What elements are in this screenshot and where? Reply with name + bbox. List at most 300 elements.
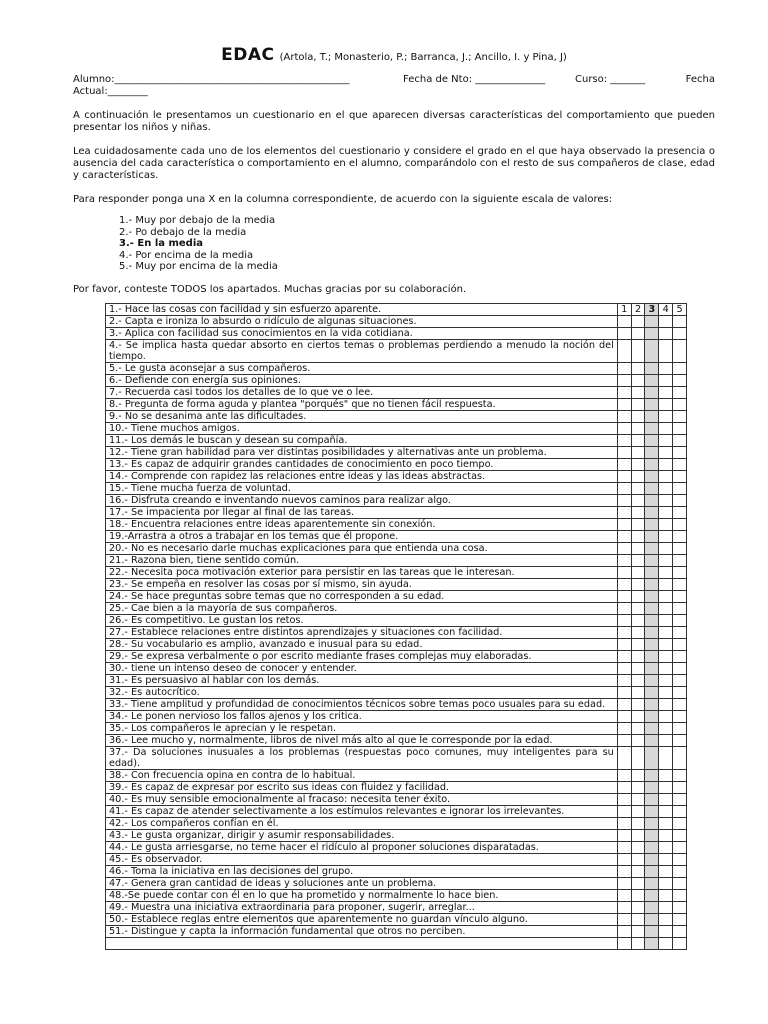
answer-cell[interactable]	[673, 531, 687, 543]
answer-cell[interactable]	[673, 675, 687, 687]
table-row	[106, 435, 687, 447]
answer-cell[interactable]	[659, 531, 673, 543]
answer-cell[interactable]	[617, 687, 631, 699]
answer-cell[interactable]	[631, 818, 645, 830]
questionnaire-table	[105, 303, 687, 950]
answer-cell[interactable]	[673, 747, 687, 770]
item-text: 50.- Establece reglas entre elementos que aparentemente no guardan vínculo alguno.	[106, 914, 618, 926]
answer-cell[interactable]	[631, 447, 645, 459]
answer-cell[interactable]	[645, 830, 659, 842]
item-text	[106, 938, 618, 950]
table-row	[106, 423, 687, 435]
answer-cell[interactable]	[645, 483, 659, 495]
answer-cell[interactable]	[617, 579, 631, 591]
answer-cell[interactable]	[645, 495, 659, 507]
answer-cell[interactable]	[631, 830, 645, 842]
answer-cell[interactable]	[645, 878, 659, 890]
answer-cell[interactable]	[631, 854, 645, 866]
answer-cell[interactable]	[645, 567, 659, 579]
answer-cell[interactable]	[617, 699, 631, 711]
answer-cell[interactable]	[631, 675, 645, 687]
answer-cell[interactable]	[631, 459, 645, 471]
answer-cell[interactable]	[645, 794, 659, 806]
answer-cell[interactable]	[659, 687, 673, 699]
answer-cell[interactable]	[645, 735, 659, 747]
answer-cell[interactable]	[673, 543, 687, 555]
answer-cell[interactable]	[659, 926, 673, 938]
answer-cell[interactable]	[617, 639, 631, 651]
answer-cell[interactable]	[631, 615, 645, 627]
item-text: 32.- Es autocrítico.	[106, 687, 618, 699]
answer-cell[interactable]	[673, 830, 687, 842]
answer-cell[interactable]	[645, 459, 659, 471]
answer-cell[interactable]	[617, 615, 631, 627]
answer-cell[interactable]	[673, 495, 687, 507]
answer-cell[interactable]	[631, 363, 645, 375]
answer-cell[interactable]	[659, 663, 673, 675]
answer-cell[interactable]	[659, 483, 673, 495]
answer-cell[interactable]	[631, 423, 645, 435]
answer-cell[interactable]	[617, 447, 631, 459]
item-text: 11.- Los demás le buscan y desean su compañía.	[106, 435, 618, 447]
answer-cell[interactable]	[659, 699, 673, 711]
answer-cell[interactable]	[659, 842, 673, 854]
answer-cell[interactable]	[631, 747, 645, 770]
answer-cell[interactable]	[617, 782, 631, 794]
answer-cell[interactable]	[631, 782, 645, 794]
answer-cell[interactable]	[673, 435, 687, 447]
answer-cell[interactable]	[659, 411, 673, 423]
answer-cell[interactable]	[673, 711, 687, 723]
answer-cell[interactable]	[617, 459, 631, 471]
answer-cell[interactable]	[617, 316, 631, 328]
table-row	[106, 459, 687, 471]
item-text: 42.- Los compañeros confían en él.	[106, 818, 618, 830]
answer-cell[interactable]	[673, 567, 687, 579]
intro-paragraph-2: Lea cuidadosamente cada uno de los elementos del cuestionario y considere el grado en el que haya observado la presencia o ausencia del cada característica o comportamiento en el alumno, comparándolo con el resto de sus compañeros de clase, edad y características.	[73, 146, 715, 181]
answer-cell[interactable]	[617, 806, 631, 818]
answer-cell[interactable]	[631, 770, 645, 782]
answer-cell[interactable]	[631, 699, 645, 711]
answer-cell[interactable]	[645, 770, 659, 782]
table-row	[106, 830, 687, 842]
answer-cell[interactable]	[617, 591, 631, 603]
answer-cell[interactable]	[631, 914, 645, 926]
answer-cell[interactable]	[645, 818, 659, 830]
item-text: 18.- Encuentra relaciones entre ideas aparentemente sin conexión.	[106, 519, 618, 531]
answer-cell[interactable]	[645, 615, 659, 627]
title-authors: (Artola, T.; Monasterio, P.; Barranca, J.; Ancillo, I. y Pina, J)	[279, 52, 567, 63]
answer-cell[interactable]	[631, 711, 645, 723]
fecha-actual-field[interactable]: Actual:________	[73, 86, 148, 97]
alumno-field[interactable]: Alumno:_______________________________________________	[73, 74, 350, 85]
answer-cell[interactable]	[631, 926, 645, 938]
answer-cell[interactable]	[659, 723, 673, 735]
answer-cell[interactable]	[631, 507, 645, 519]
answer-cell[interactable]	[631, 519, 645, 531]
answer-cell[interactable]	[659, 675, 673, 687]
answer-cell[interactable]	[617, 866, 631, 878]
answer-cell[interactable]	[673, 483, 687, 495]
table-row	[106, 663, 687, 675]
item-text: 25.- Cae bien a la mayoría de sus compañeros.	[106, 603, 618, 615]
answer-cell[interactable]	[659, 794, 673, 806]
answer-cell[interactable]	[631, 794, 645, 806]
answer-cell[interactable]	[645, 507, 659, 519]
answer-cell[interactable]	[673, 340, 687, 363]
answer-cell[interactable]	[617, 818, 631, 830]
answer-cell[interactable]	[617, 483, 631, 495]
answer-cell[interactable]	[645, 363, 659, 375]
answer-cell[interactable]	[631, 842, 645, 854]
answer-cell[interactable]	[645, 316, 659, 328]
answer-cell[interactable]	[673, 735, 687, 747]
answer-cell[interactable]	[617, 747, 631, 770]
answer-cell[interactable]	[673, 615, 687, 627]
answer-cell[interactable]	[645, 471, 659, 483]
answer-cell[interactable]	[645, 806, 659, 818]
answer-cell[interactable]	[645, 543, 659, 555]
answer-cell[interactable]	[631, 890, 645, 902]
answer-cell[interactable]	[631, 531, 645, 543]
answer-cell[interactable]	[673, 591, 687, 603]
answer-cell[interactable]	[617, 842, 631, 854]
answer-cell[interactable]	[645, 902, 659, 914]
answer-cell[interactable]	[659, 747, 673, 770]
curso-field[interactable]: Curso: _______	[575, 74, 646, 85]
answer-cell[interactable]	[659, 363, 673, 375]
answer-cell[interactable]	[645, 866, 659, 878]
answer-cell[interactable]	[631, 603, 645, 615]
answer-cell[interactable]	[673, 579, 687, 591]
answer-cell[interactable]	[617, 878, 631, 890]
answer-cell[interactable]	[645, 663, 659, 675]
answer-cell[interactable]	[631, 806, 645, 818]
answer-cell[interactable]	[673, 447, 687, 459]
answer-cell[interactable]	[673, 423, 687, 435]
answer-cell[interactable]	[617, 555, 631, 567]
answer-cell[interactable]	[673, 926, 687, 938]
answer-cell[interactable]	[617, 423, 631, 435]
answer-cell[interactable]	[659, 782, 673, 794]
answer-cell[interactable]	[659, 735, 673, 747]
answer-cell[interactable]	[659, 447, 673, 459]
answer-cell[interactable]	[631, 639, 645, 651]
item-text: 27.- Establece relaciones entre distintos aprendizajes y situaciones con facilidad.	[106, 627, 618, 639]
answer-cell[interactable]	[631, 627, 645, 639]
item-text: 14.- Comprende con rapidez las relaciones entre ideas y las ideas abstractas.	[106, 471, 618, 483]
table-row	[106, 555, 687, 567]
answer-cell[interactable]	[673, 471, 687, 483]
answer-cell[interactable]	[673, 459, 687, 471]
answer-cell[interactable]	[673, 387, 687, 399]
answer-cell[interactable]	[631, 663, 645, 675]
answer-cell[interactable]	[645, 651, 659, 663]
answer-cell[interactable]	[617, 531, 631, 543]
answer-cell[interactable]	[645, 519, 659, 531]
answer-cell[interactable]	[645, 627, 659, 639]
answer-cell[interactable]	[673, 782, 687, 794]
answer-cell[interactable]	[659, 471, 673, 483]
answer-cell[interactable]	[617, 890, 631, 902]
answer-cell[interactable]	[617, 435, 631, 447]
answer-cell[interactable]	[631, 435, 645, 447]
answer-cell[interactable]	[659, 459, 673, 471]
answer-cell[interactable]	[673, 794, 687, 806]
answer-cell[interactable]	[631, 471, 645, 483]
answer-cell[interactable]	[659, 423, 673, 435]
answer-cell[interactable]	[645, 687, 659, 699]
answer-cell[interactable]	[617, 830, 631, 842]
answer-cell[interactable]	[673, 842, 687, 854]
answer-cell[interactable]	[659, 340, 673, 363]
answer-cell[interactable]	[617, 495, 631, 507]
item-text: 30.- tiene un intenso deseo de conocer y entender.	[106, 663, 618, 675]
answer-cell[interactable]	[673, 375, 687, 387]
answer-cell[interactable]	[659, 639, 673, 651]
table-row	[106, 914, 687, 926]
answer-cell[interactable]	[631, 735, 645, 747]
answer-cell[interactable]	[673, 399, 687, 411]
answer-cell[interactable]	[645, 675, 659, 687]
table-row	[106, 304, 687, 316]
table-row	[106, 615, 687, 627]
answer-cell[interactable]	[617, 399, 631, 411]
answer-cell[interactable]	[659, 579, 673, 591]
answer-cell[interactable]	[631, 567, 645, 579]
answer-cell[interactable]	[631, 878, 645, 890]
answer-cell[interactable]	[645, 603, 659, 615]
answer-cell[interactable]	[645, 399, 659, 411]
answer-cell[interactable]	[645, 411, 659, 423]
answer-cell[interactable]	[617, 938, 631, 950]
answer-cell[interactable]	[617, 543, 631, 555]
answer-cell[interactable]	[673, 639, 687, 651]
answer-cell[interactable]	[645, 711, 659, 723]
answer-cell[interactable]	[645, 423, 659, 435]
answer-cell[interactable]	[659, 938, 673, 950]
answer-cell[interactable]	[617, 328, 631, 340]
item-text: 9.- No se desanima ante las dificultades.	[106, 411, 618, 423]
answer-cell[interactable]	[659, 651, 673, 663]
table-row	[106, 411, 687, 423]
answer-cell[interactable]	[645, 591, 659, 603]
answer-cell[interactable]	[645, 842, 659, 854]
answer-cell[interactable]	[631, 902, 645, 914]
answer-cell[interactable]	[659, 770, 673, 782]
answer-cell[interactable]	[645, 328, 659, 340]
answer-cell[interactable]	[673, 555, 687, 567]
answer-cell[interactable]	[645, 854, 659, 866]
answer-cell[interactable]	[673, 854, 687, 866]
answer-cell[interactable]	[673, 519, 687, 531]
table-row	[106, 687, 687, 699]
table-row	[106, 387, 687, 399]
answer-cell[interactable]	[631, 387, 645, 399]
answer-cell[interactable]	[617, 770, 631, 782]
fecha-label: Fecha	[685, 74, 715, 85]
answer-cell[interactable]	[659, 914, 673, 926]
answer-cell[interactable]	[673, 914, 687, 926]
column-header: 1	[617, 304, 631, 316]
answer-cell[interactable]	[617, 675, 631, 687]
answer-cell[interactable]	[645, 914, 659, 926]
answer-cell[interactable]	[631, 483, 645, 495]
answer-cell[interactable]	[631, 591, 645, 603]
answer-cell[interactable]	[659, 902, 673, 914]
answer-cell[interactable]	[631, 328, 645, 340]
answer-cell[interactable]	[645, 639, 659, 651]
answer-cell[interactable]	[673, 806, 687, 818]
answer-cell[interactable]	[617, 411, 631, 423]
answer-cell[interactable]	[617, 794, 631, 806]
answer-cell[interactable]	[659, 830, 673, 842]
item-text: 26.- Es competitivo. Le gustan los retos.	[106, 615, 618, 627]
answer-cell[interactable]	[673, 651, 687, 663]
answer-cell[interactable]	[617, 603, 631, 615]
answer-cell[interactable]	[617, 651, 631, 663]
answer-cell[interactable]	[645, 926, 659, 938]
answer-cell[interactable]	[617, 363, 631, 375]
answer-cell[interactable]	[631, 651, 645, 663]
answer-cell[interactable]	[673, 699, 687, 711]
answer-cell[interactable]	[673, 328, 687, 340]
answer-cell[interactable]	[631, 316, 645, 328]
answer-cell[interactable]	[673, 890, 687, 902]
answer-cell[interactable]	[631, 555, 645, 567]
table-row	[106, 723, 687, 735]
item-text: 10.- Tiene muchos amigos.	[106, 423, 618, 435]
answer-cell[interactable]	[617, 926, 631, 938]
answer-cell[interactable]	[617, 723, 631, 735]
answer-cell[interactable]	[659, 854, 673, 866]
item-text: 16.- Disfruta creando e inventando nuevos caminos para realizar algo.	[106, 495, 618, 507]
answer-cell[interactable]	[659, 567, 673, 579]
answer-cell[interactable]	[631, 579, 645, 591]
answer-cell[interactable]	[645, 747, 659, 770]
answer-cell[interactable]	[631, 495, 645, 507]
answer-cell[interactable]	[659, 711, 673, 723]
item-text: 20.- No es necesario darle muchas explicaciones para que entienda una cosa.	[106, 543, 618, 555]
intro-paragraph-3: Para responder ponga una X en la columna correspondiente, de acuerdo con la siguiente escala de valores:	[73, 194, 613, 205]
answer-cell[interactable]	[659, 615, 673, 627]
answer-cell[interactable]	[659, 890, 673, 902]
answer-cell[interactable]	[659, 603, 673, 615]
answer-cell[interactable]	[673, 866, 687, 878]
answer-cell[interactable]	[645, 890, 659, 902]
answer-cell[interactable]	[673, 878, 687, 890]
answer-cell[interactable]	[631, 375, 645, 387]
answer-cell[interactable]	[659, 519, 673, 531]
answer-cell[interactable]	[659, 627, 673, 639]
answer-cell[interactable]	[645, 579, 659, 591]
answer-cell[interactable]	[659, 543, 673, 555]
answer-cell[interactable]	[673, 663, 687, 675]
answer-cell[interactable]	[617, 507, 631, 519]
answer-cell[interactable]	[631, 340, 645, 363]
answer-cell[interactable]	[673, 627, 687, 639]
answer-cell[interactable]	[659, 435, 673, 447]
answer-cell[interactable]	[659, 375, 673, 387]
answer-cell[interactable]	[673, 363, 687, 375]
answer-cell[interactable]	[659, 328, 673, 340]
answer-cell[interactable]	[673, 770, 687, 782]
item-text: 43.- Le gusta organizar, dirigir y asumir responsabilidades.	[106, 830, 618, 842]
answer-cell[interactable]	[617, 627, 631, 639]
answer-cell[interactable]	[631, 543, 645, 555]
answer-cell[interactable]	[645, 435, 659, 447]
table-row	[106, 782, 687, 794]
table-row	[106, 842, 687, 854]
answer-cell[interactable]	[659, 818, 673, 830]
answer-cell[interactable]	[617, 854, 631, 866]
answer-cell[interactable]	[659, 878, 673, 890]
answer-cell[interactable]	[617, 340, 631, 363]
fecha-nto-field[interactable]: Fecha de Nto: ______________	[403, 74, 546, 85]
answer-cell[interactable]	[645, 340, 659, 363]
answer-cell[interactable]	[673, 818, 687, 830]
answer-cell[interactable]	[645, 531, 659, 543]
answer-cell[interactable]	[617, 567, 631, 579]
answer-cell[interactable]	[659, 495, 673, 507]
answer-cell[interactable]	[673, 507, 687, 519]
answer-cell[interactable]	[659, 806, 673, 818]
answer-cell[interactable]	[645, 555, 659, 567]
answer-cell[interactable]	[673, 938, 687, 950]
answer-cell[interactable]	[617, 663, 631, 675]
answer-cell[interactable]	[617, 735, 631, 747]
answer-cell[interactable]	[673, 603, 687, 615]
answer-cell[interactable]	[617, 711, 631, 723]
answer-cell[interactable]	[631, 938, 645, 950]
answer-cell[interactable]	[631, 411, 645, 423]
answer-cell[interactable]	[659, 399, 673, 411]
answer-cell[interactable]	[645, 699, 659, 711]
answer-cell[interactable]	[617, 914, 631, 926]
answer-cell[interactable]	[617, 519, 631, 531]
item-text: 40.- Es muy sensible emocionalmente al fracaso: necesita tener éxito.	[106, 794, 618, 806]
answer-cell[interactable]	[617, 387, 631, 399]
item-text: 12.- Tiene gran habilidad para ver distintas posibilidades y alternativas ante un problema.	[106, 447, 618, 459]
answer-cell[interactable]	[659, 387, 673, 399]
answer-cell[interactable]	[617, 375, 631, 387]
answer-cell[interactable]	[659, 555, 673, 567]
answer-cell[interactable]	[673, 902, 687, 914]
answer-cell[interactable]	[631, 866, 645, 878]
item-text: 44.- Le gusta arriesgarse, no teme hacer el ridículo al proponer soluciones disparatadas.	[106, 842, 618, 854]
answer-cell[interactable]	[673, 411, 687, 423]
answer-cell[interactable]	[659, 507, 673, 519]
answer-cell[interactable]	[645, 387, 659, 399]
answer-cell[interactable]	[631, 723, 645, 735]
answer-cell[interactable]	[645, 782, 659, 794]
item-text: 35.- Los compañeros le aprecian y le respetan.	[106, 723, 618, 735]
answer-cell[interactable]	[645, 723, 659, 735]
answer-cell[interactable]	[673, 687, 687, 699]
answer-cell[interactable]	[659, 316, 673, 328]
answer-cell[interactable]	[631, 687, 645, 699]
answer-cell[interactable]	[659, 866, 673, 878]
answer-cell[interactable]	[617, 471, 631, 483]
answer-cell[interactable]	[631, 399, 645, 411]
answer-cell[interactable]	[645, 447, 659, 459]
answer-cell[interactable]	[645, 375, 659, 387]
answer-cell[interactable]	[673, 723, 687, 735]
answer-cell[interactable]	[617, 902, 631, 914]
answer-cell[interactable]	[659, 591, 673, 603]
answer-cell[interactable]	[645, 938, 659, 950]
answer-cell[interactable]	[673, 316, 687, 328]
